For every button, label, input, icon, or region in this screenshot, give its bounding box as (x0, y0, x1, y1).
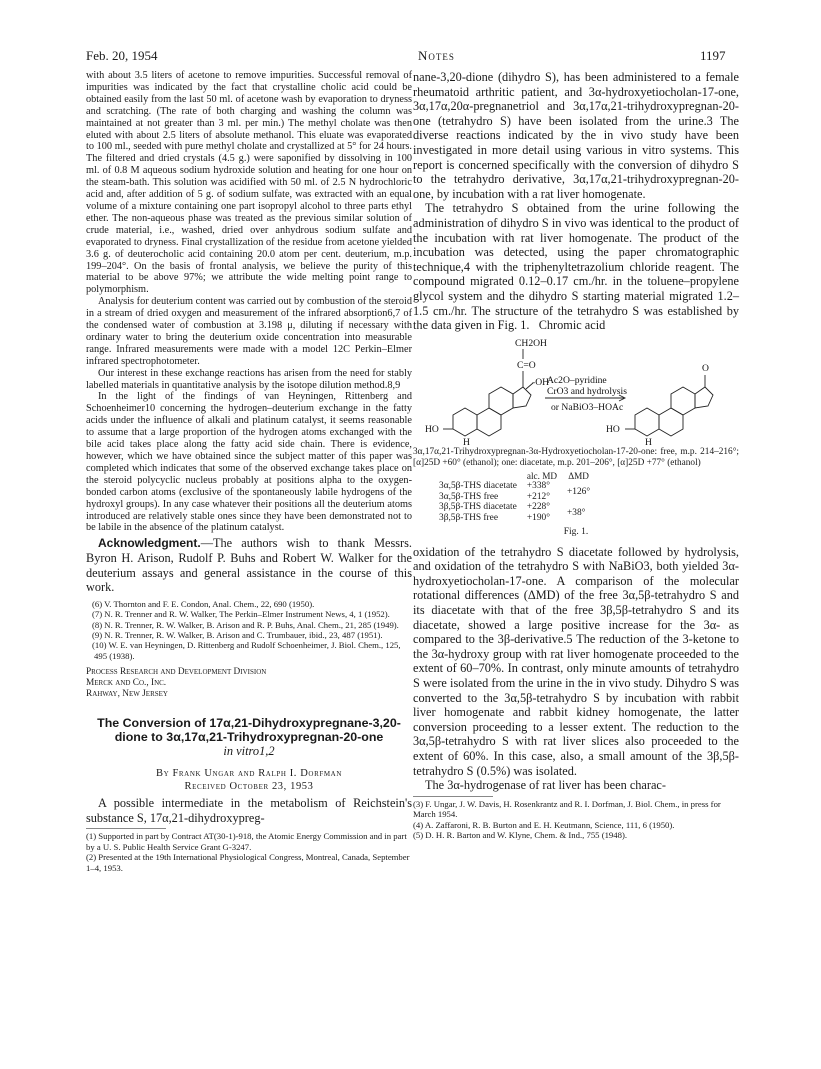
paragraph: Our interest in these exchange reactions has arisen from the need for stably labelled materials in quantitative analysis by the isotope dilution method.8,9 (86, 367, 412, 391)
ho-label-right: HO (606, 423, 620, 435)
running-date: Feb. 20, 1954 (86, 48, 158, 63)
footnote: (2) Presented at the 19th International Physiological Congress, Montreal, Canada, September 1–4, 1953. (86, 852, 410, 873)
oh-label: -OH (532, 376, 550, 388)
footnote: (4) A. Zaffaroni, R. B. Burton and E. H. Keutmann, Science, 111, 6 (1950). (413, 819, 675, 830)
paragraph: with about 3.5 liters of acetone to remove impurities. Successful removal of impurities was indicated by the fact that crystalline cholic acid could be obtained easily from the last 50 ml. of acetone wash by evaporation to dryness and scratching. (The rate of both charging and washing the column was maintained at not greater than 3 ml. per min.) The methyl cholate was then eluted with about 2.5 liters of absolute methanol. This eluate was evaporated to 100 ml., seeded with pure methyl cholate and crystallized at 5° for 24 hours. The filtered and dried crystals (4.5 g.) were saponified by dissolving in 100 ml. of 0.8 M aqueous sodium hydroxide solution and heating for one hour on the steam-bath. This solution was acidified with 50 ml. of 2.5 N hydrochloric acid and, after addition of 5 g. of sodium sulfate, was extracted with an equal volume of a mixture containing one part isopropyl alcohol to three parts ethyl ether. The non-aqueous phase was treated as the previous similar solution of crude material, i.e., washed, dried over anhydrous sodium sulfate and evaporated to dryness. Final crystallization of the residue from acetone yielded 3.6 g. of deuterocholic acid containing 20.0 atom per cent. deuterium, m.p. 199–204°. On the basis of frontal analysis, we believe the purity of this material to be above 97%; we attribute the wide melting point range to polymorphism. (86, 70, 412, 296)
reference: (10) W. E. van Heyningen, D. Rittenberg and Rudolf Schoenheimer, J. Biol. Chem., 125, 495 (1938). (92, 640, 401, 661)
ring-d (695, 387, 713, 408)
oxo-label: O (702, 362, 709, 374)
table-cell: +338° (526, 481, 550, 492)
acknowledgment (86, 536, 412, 594)
page-number: 1197 (700, 48, 726, 63)
table-cell: 3α,5β-THS diacetate (439, 481, 517, 492)
reference-list (86, 599, 412, 661)
table-header: alc. MD (526, 470, 557, 481)
acknowledgment-text: —The authors wish to thank Messrs. Byron H. Arison, Rudolf P. Buhs and Robert W. Walker for the deuterium assays and general assistance in the course of this work. (86, 536, 412, 595)
ring-a (453, 408, 477, 436)
ring-b (477, 408, 501, 436)
paragraph: The 3α-hydrogenase of rat liver has been charac- (425, 778, 666, 793)
article-title-main: The Conversion of 17α,21-Dihydroxypregnane-3,20-dione to 3α,17α,21-Trihydroxypregnan-20-one (97, 716, 401, 745)
paragraph-text: The tetrahydro S obtained from the urine following the administration of dihydro S in vivo was identical to the product of the incubation with rat liver homogenate. The product of the incubation was detected, using the paper chromatographic technique,4 with the triphenyltetrazolium chloride reagent. The compound migrated 0.12–0.17 cm./hr. in the toluene–propylene glycol system and the dihydro S starting material migrated 1.2–1.5 cm./hr. The structure of the tetrahydro S was established by the data given in Fig. 1. (413, 201, 739, 333)
affiliation-line: Process Research and Development Division (86, 667, 267, 678)
table-cell: 3β,5β-THS free (439, 513, 499, 524)
reaction-scheme (413, 337, 739, 447)
figure-label: Fig. 1. (563, 526, 589, 537)
ring-b (659, 408, 683, 436)
steroid-right (625, 375, 713, 436)
reagent-label: or NaBiO3–HOAc (551, 401, 624, 413)
affiliation-line: Rahway, New Jersey (86, 689, 168, 700)
structure-diagram (413, 337, 739, 447)
reference: (6) V. Thornton and F. E. Condon, Anal. Chem., 22, 690 (1950). (92, 598, 315, 609)
reference: (9) N. R. Trenner, R. W. Walker, B. Arison and C. Trumbauer, ibid., 23, 487 (1951). (92, 629, 383, 640)
table-header-row (439, 471, 600, 482)
article-title (86, 716, 412, 758)
right-column (413, 70, 739, 840)
table-cell: 3β,5β-THS diacetate (439, 502, 517, 513)
table-row (439, 481, 600, 492)
table-cell: +38° (567, 507, 586, 518)
table-cell: +190° (526, 513, 550, 524)
ho-label-left: HO (425, 423, 439, 435)
footnote: (5) D. H. R. Barton and W. Klyne, Chem. & Ind., 755 (1948). (413, 829, 628, 840)
footnote-rule (86, 828, 166, 829)
reagent-label: Ac2O–pyridine (547, 374, 607, 386)
paragraph: A possible intermediate in the metabolism of Reichstein's substance S, 17α,21-dihydroxypreg- (86, 796, 412, 825)
paragraph (413, 201, 739, 332)
paragraph: Analysis for deuterium content was carried out by combustion of the steroid in a stream of dried oxygen and measurement of the infrared absorption6,7 of the condensed water of combustion at 3.198 μ, diluting if necessary with ordinary water to bring the deuterium oxide concentration into measurable range. Infrared measurements were made with a model 12C Perkin–Elmer infrared spectrophotometer. (86, 296, 412, 367)
running-section: Notes (418, 48, 455, 63)
ring-a (635, 408, 659, 436)
h-label-right: H (645, 436, 652, 447)
table-cell: +126° (567, 486, 591, 497)
ring-c (671, 387, 695, 415)
ketone-label: C=O (517, 359, 536, 371)
paragraph: In the light of the findings of van Heyningen, Rittenberg and Schoenheimer10 concerning the hydrogen–deuterium exchange in the fatty acids under the influence of alkali and platinum catalyst, it seems reasonable to assume that a large proportion of the hydrogen atoms exchanged with the bile acid takes place along the fatty acid side chain. There is evidence, however, which we have obtained since the subject matter of this paper was completed which indicates that some of the observed exchange takes place on the steroid polycyclic nucleus probably at positions alpha to the oxygen-bonded carbon atoms (exclusive of the spontaneously labile hydrogens of the hydroxyl groups). In any case whatever their positions all the deuterium atoms introduced are relatively stable ones since they have been demonstrated not to be labile in the absence of the platinum catalyst. (86, 391, 412, 534)
table-cell: +228° (526, 502, 550, 513)
reference: (7) N. R. Trenner and R. W. Walker, The Perkin–Elmer Instrument News, 4, 1 (1952). (92, 609, 390, 620)
ring-d (513, 387, 531, 408)
footnote: (3) F. Ungar, J. W. Davis, H. Rosenkrantz and R. I. Dorfman, J. Biol. Chem., in press for March 1954. (413, 798, 721, 820)
article-title-sub: in vitro1,2 (223, 744, 275, 759)
left-column (86, 70, 412, 873)
paragraph: oxidation of the tetrahydro S diacetate followed by hydrolysis, and oxidation of the tetrahydro S with NaBiO3, both yielded 3α-hydroxyetiocholan-17-one. A comparison of the molecular rotational differences (ΔMD) of the free 3α,5β-tetrahydro S and its diacetate with that of the free 3β,5β-tetrahydro S and its diacetate, showed a large positive increase for the 3α- as compared to the 3β-derivative.5 The reduction of the 3-ketone to the 3α-hydroxy group with rat liver homogenate proceeded to the extent of 60–70%. In contrast, only minute amounts of tetrahydro S were isolated from the urine in the in vivo study. Dihydro S was converted to the 3α,5β-tetrahydro S by incubation with rabbit liver homogenate and rabbit kidney homogenate, the latter conversion proceeding to a lesser extent. The reduction to the 3α,5β-tetrahydro S with rat liver slices also proceeded to the extent of 60%. In this case, also, a small amount of the 3β,5β-tetrahydro S (0.5%) was isolated. (413, 544, 739, 778)
reagent-label: CrO3 and hydrolysis (547, 385, 627, 397)
table-header: ΔMD (568, 470, 589, 481)
paragraph: nane-3,20-dione (dihydro S), has been administered to a female rheumatoid arthritic patient, and 3α-hydroxyetiocholan-17-one, 3α,17α,20α-pregnanetriol and 3α,17α,21-trihydroxypregnan-20-one (tetrahydro S) have been isolated from the urine.3 The diverse reactions indicated by the in vivo study have been investigated in more detail using various in vitro systems. This report is concerned specifically with the conversion of dihydro S to the tetrahydro derivative, 3α,17α,21-trihydroxypregnan-20-one, by incubation with a rat liver homogenate. (413, 70, 739, 201)
rotation-table (439, 471, 600, 524)
table-header-empty (439, 471, 527, 482)
table-cell: 3α,5β-THS free (439, 491, 499, 502)
affiliation-line: Merck and Co., Inc. (86, 678, 167, 689)
authors: By Frank Ungar and Ralph I. Dorfman (155, 768, 342, 780)
table-row (439, 502, 600, 513)
h-label-left: H (463, 436, 470, 447)
figure-caption: 3α,17α,21-Trihydroxypregnan-3α-Hydroxyetiocholan-17-20-one: free, m.p. 214–216°; [α]25D +60° (ethanol); one: diacetate, m.p. 201–206°, [α]25D +77° (ethanol) (413, 446, 739, 468)
acknowledgment-heading: Acknowledgment. (98, 536, 201, 551)
paragraph-continuation: Chromic acid (538, 318, 606, 333)
table-cell: +212° (526, 491, 550, 502)
footnote: (1) Supported in part by Contract AT(30-1)-918, the Atomic Energy Commission and in part by a U. S. Public Health Service Grant G-3247. (86, 831, 407, 852)
reference: (8) N. R. Trenner, R. W. Walker, B. Arison and R. P. Buhs, Anal. Chem., 21, 285 (1949). (92, 619, 399, 630)
received-date: Received October 23, 1953 (184, 781, 314, 793)
ch2oh-label: CH2OH (515, 337, 547, 349)
footnote-rule (413, 796, 493, 797)
ring-c (489, 387, 513, 415)
affiliation (86, 667, 412, 700)
